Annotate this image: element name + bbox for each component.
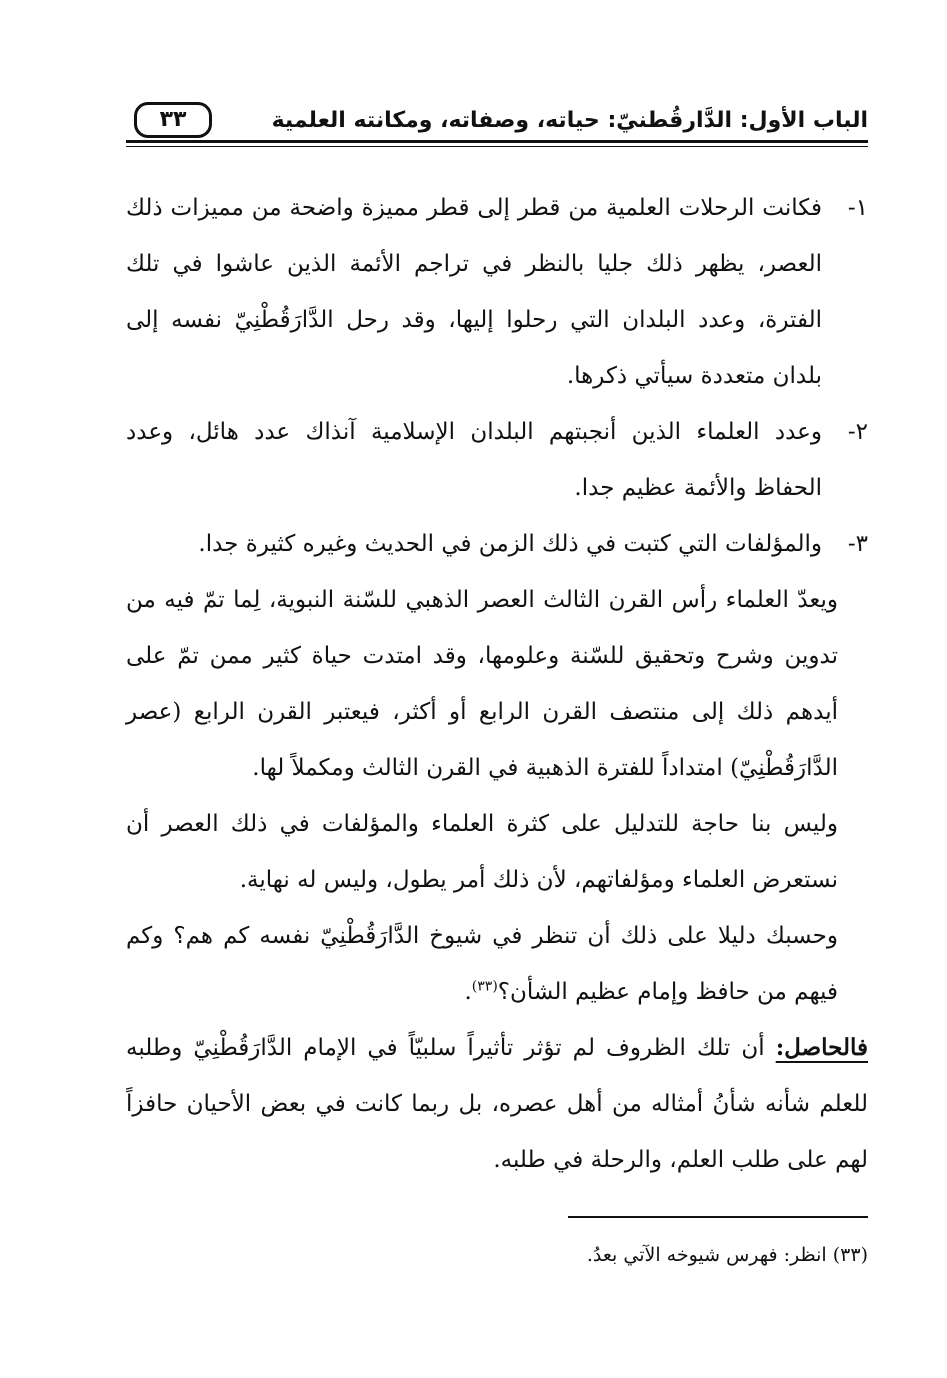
- page-header: [126, 98, 868, 146]
- list-item-number: ١-: [847, 195, 868, 221]
- conclusion-lead: فالحاصل:: [775, 1034, 868, 1061]
- list-item-text: والمؤلفات التي كتبت في ذلك الزمن في الحديث وغيره كثيرة جدا.: [198, 531, 822, 557]
- list-item-number: ٢-: [847, 419, 868, 445]
- conclusion-paragraph: [126, 1020, 868, 1188]
- list-item-number: ٣-: [847, 531, 868, 557]
- chapter-title: الباب الأول: الدَّارقُطنيّ: حياته، وصفاته، ومكانته العلمية: [271, 108, 868, 133]
- body-text: [126, 180, 868, 1188]
- paragraph: وليس بنا حاجة للتدليل على كثرة العلماء والمؤلفات في ذلك العصر أن نستعرض العلماء ومؤلفاتهم، لأن ذلك أمر يطول، وليس له نهاية.: [126, 811, 838, 893]
- paragraph: [126, 908, 868, 1020]
- paragraph-end: .: [464, 979, 472, 1005]
- paragraph-text: وحسبك دليلا على ذلك أن تنظر في شيوخ الدَّارَقُطْنِيّ نفسه كم هم؟ وكم فيهم من حافظ وإمام عظيم الشأن؟: [126, 923, 838, 1005]
- paragraph: ويعدّ العلماء رأس القرن الثالث العصر الذهبي للسّنة النبوية، لِما تمّ فيه من تدوين وشرح وتحقيق للسّنة وعلومها، وقد امتدت حياة كثير ممن تمّ على أيدهم ذلك إلى منتصف القرن الرابع أو أكثر، فيعتبر القرن الرابع (عصر الدَّارَقُطْنِيّ) امتداداً للفترة الذهبية في القرن الثالث ومكملاً لها.: [126, 587, 838, 781]
- page-number: ٣٣: [134, 102, 212, 138]
- list-item: [126, 516, 868, 572]
- list-item-text: فكانت الرحلات العلمية من قطر إلى قطر مميزة واضحة من مميزات ذلك العصر، يظهر ذلك جليا بالنظر في تراجم الأئمة الذين عاشوا في تلك الفترة، وعدد البلدان التي رحلوا إليها، وقد رحل الدَّارَقُطْنِيّ نفسه إلى بلدان متعددة سيأتي ذكرها.: [126, 195, 822, 389]
- header-rule-thin: [126, 146, 868, 147]
- footnote-separator: [568, 1216, 868, 1218]
- header-rule: [126, 140, 868, 143]
- footnote-reference[interactable]: (٣٣): [471, 978, 498, 995]
- list-item: [126, 180, 868, 404]
- conclusion-text: أن تلك الظروف لم تؤثر تأثيراً سلبيّاً في الإمام الدَّارَقُطْنِيّ وطلبه للعلم شأنه شأنُ أمثاله من أهل عصره، بل ربما كانت في بعض الأحيان حافزاً لهم على طلب العلم، والرحلة في طلبه.: [126, 1035, 868, 1173]
- footnote: (٣٣) انظر: فهرس شيوخه الآتي بعدُ.: [586, 1244, 868, 1266]
- list-item-text: وعدد العلماء الذين أنجبتهم البلدان الإسلامية آنذاك عدد هائل، وعدد الحفاظ والأئمة عظيم جدا.: [126, 419, 822, 501]
- list-item: [126, 404, 868, 516]
